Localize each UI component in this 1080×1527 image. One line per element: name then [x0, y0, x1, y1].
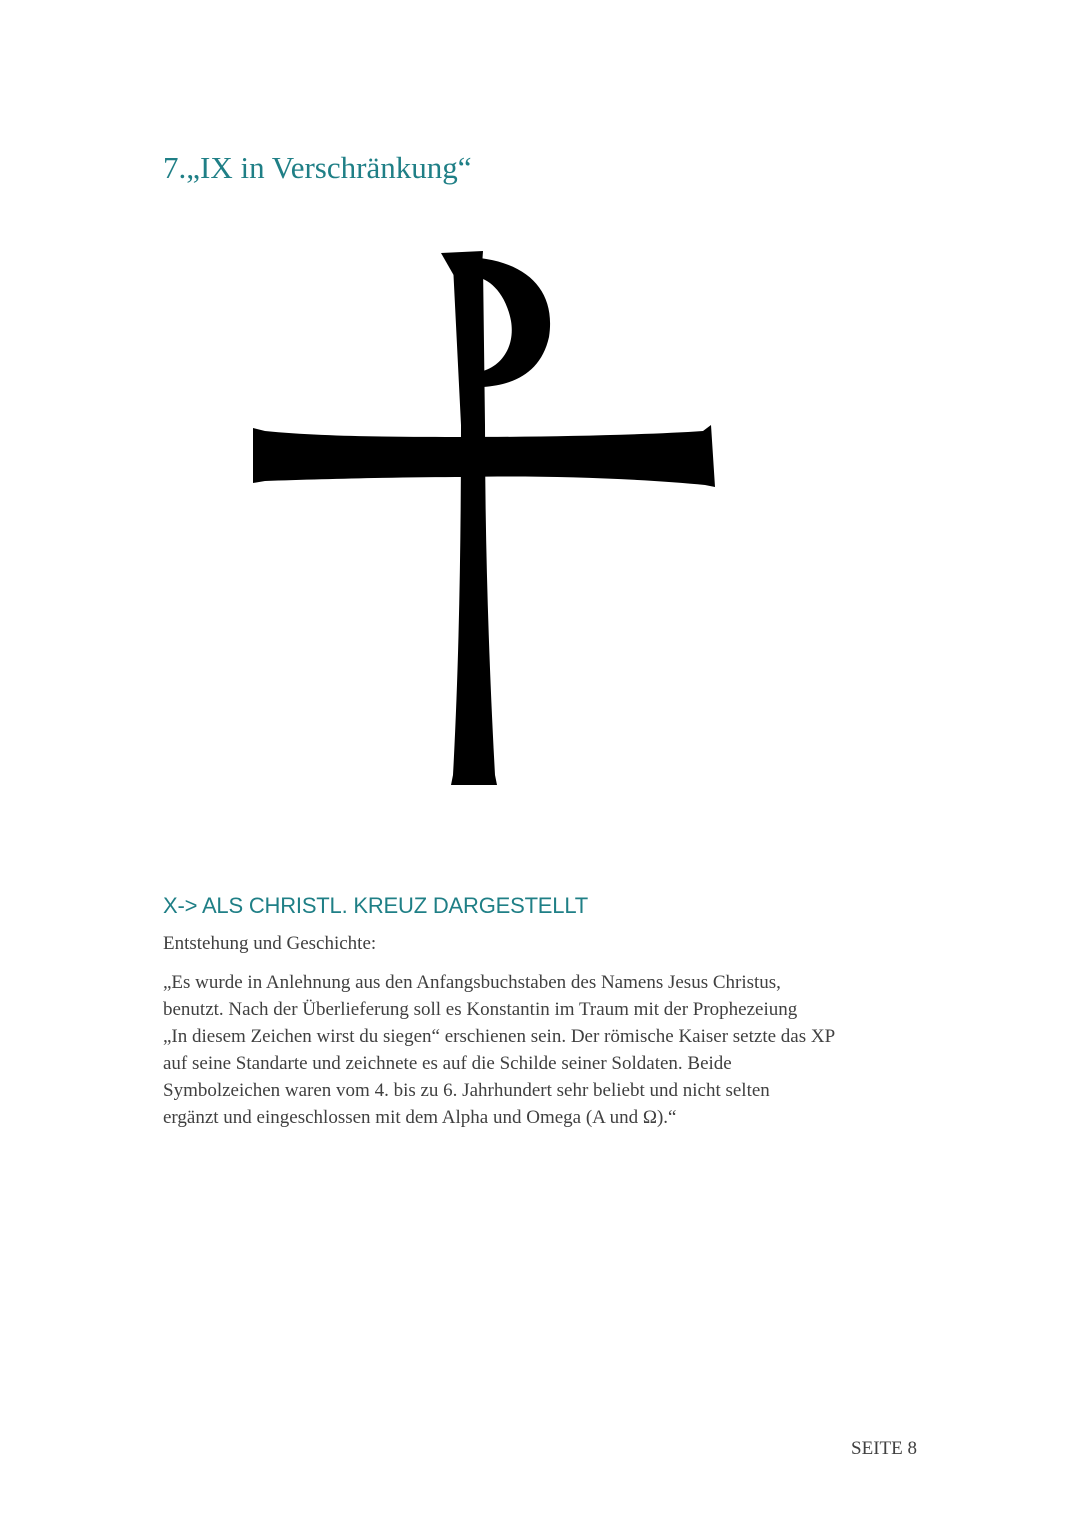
paragraph-line: ergänzt und eingeschlossen mit dem Alpha und Omega (A und Ω).“: [163, 1107, 677, 1128]
page-number: SEITE 8: [851, 1438, 917, 1459]
paragraph-line: Symbolzeichen waren vom 4. bis zu 6. Jahrhundert sehr beliebt und nicht selten: [163, 1080, 770, 1101]
paragraph-line: auf seine Standarte und zeichnete es auf die Schilde seiner Soldaten. Beide: [163, 1053, 732, 1074]
subheading: Entstehung und Geschichte:: [163, 933, 377, 954]
chi-rho-cross-icon: [245, 245, 725, 795]
cross-vertical-bar: [451, 265, 497, 785]
page-title: 7.„IX in Verschränkung“: [163, 150, 472, 185]
body-paragraph: [163, 969, 933, 1131]
paragraph-line: „In diesem Zeichen wirst du siegen“ erschienen sein. Der römische Kaiser setzte das XP: [163, 1026, 836, 1047]
paragraph-line: benutzt. Nach der Überlieferung soll es Konstantin im Traum mit der Prophezeiung: [163, 999, 798, 1020]
paragraph-line: „Es wurde in Anlehnung aus den Anfangsbuchstaben des Namens Jesus Christus,: [163, 972, 781, 993]
section-heading: X-> ALS CHRISTL. KREUZ DARGESTELLT: [163, 893, 588, 918]
